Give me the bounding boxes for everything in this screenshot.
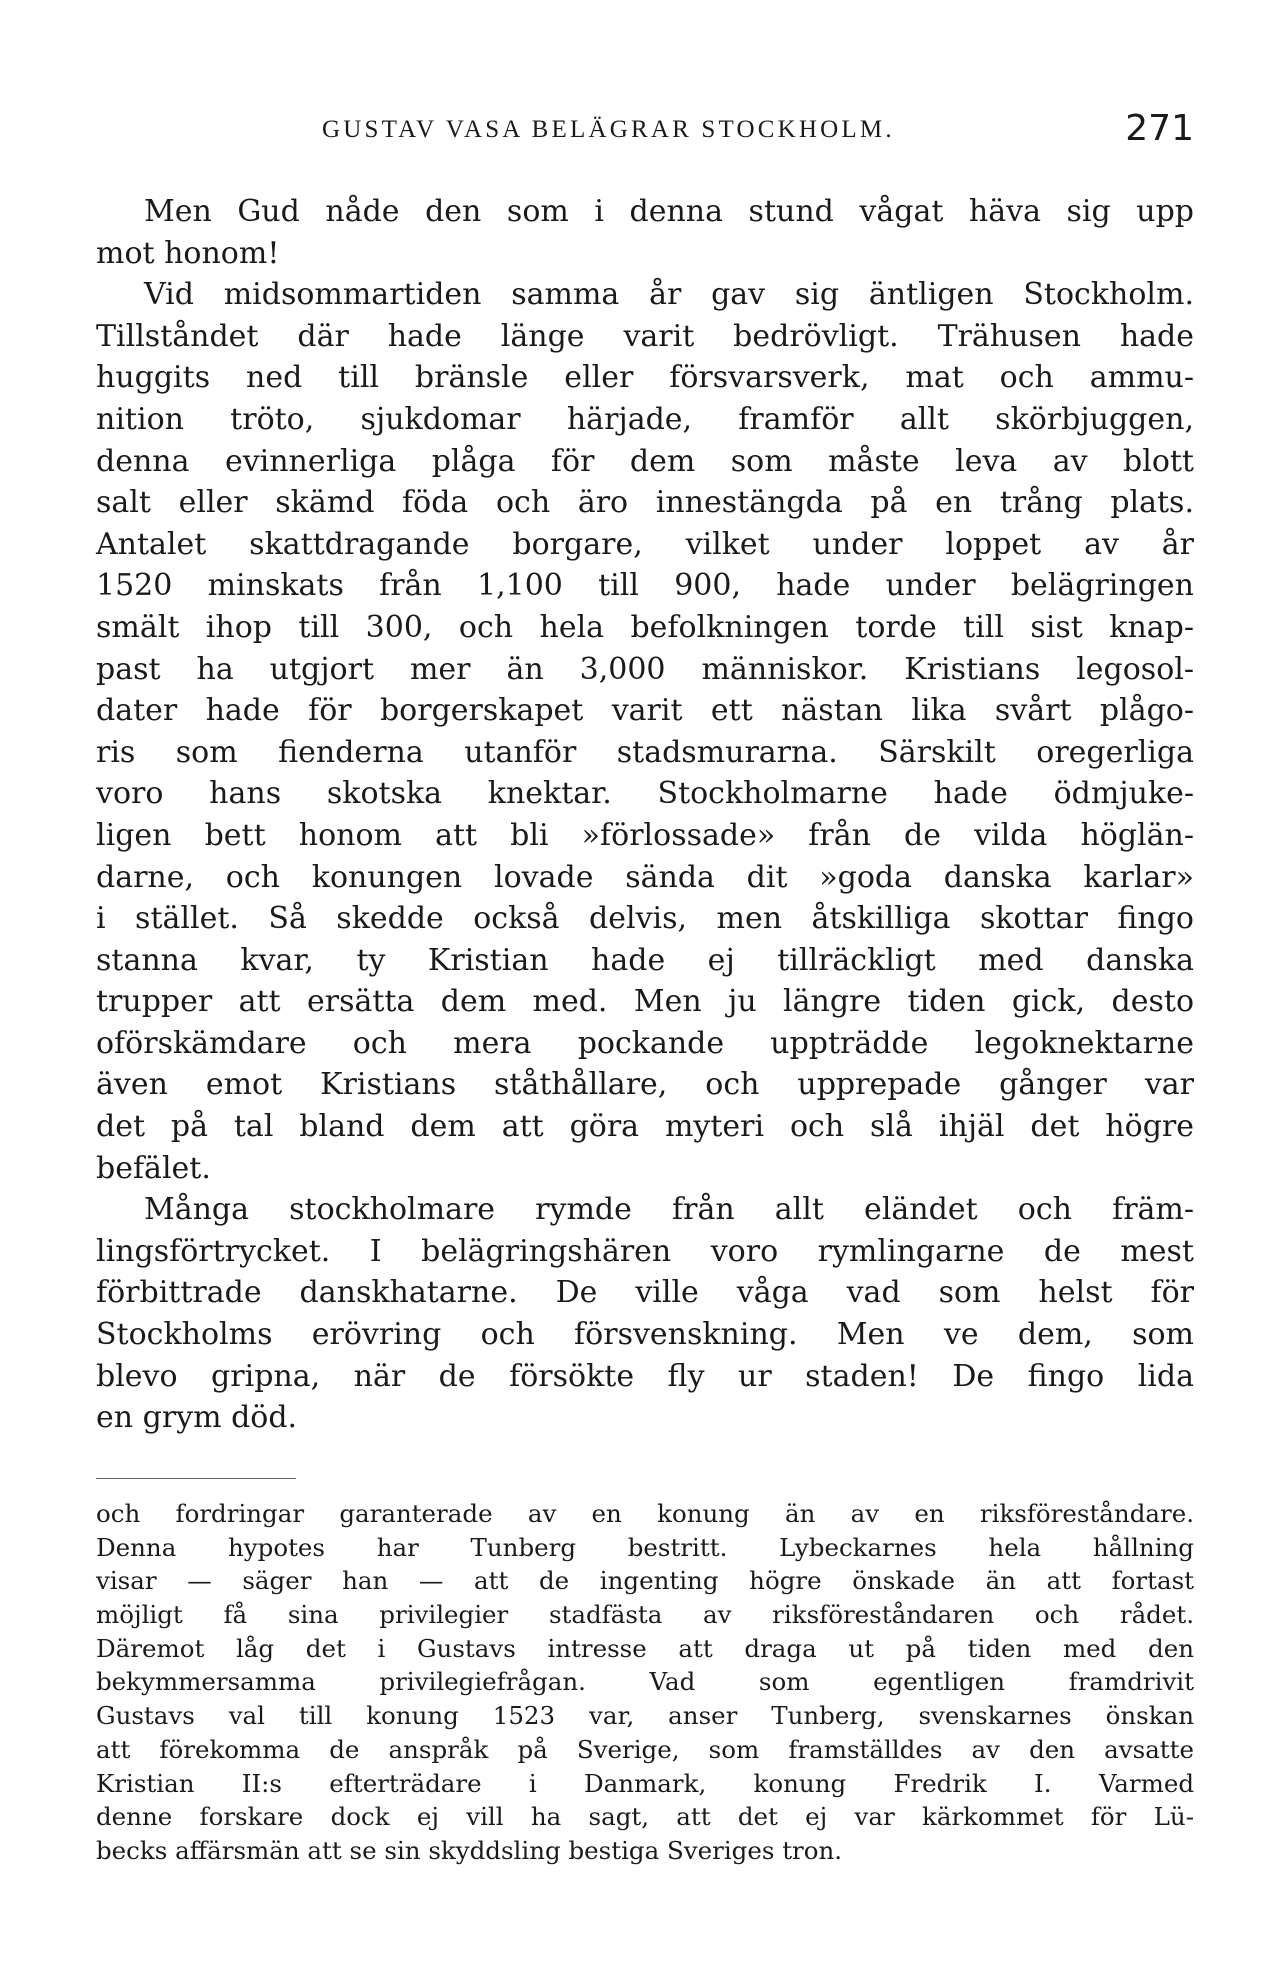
text-line: oförskämdare och mera pockande uppträdde legoknektarne (96, 1025, 1194, 1061)
text-line: dater hade för borgerskapet varit ett nästan lika svårt plågo- (96, 693, 1194, 729)
footnote-line: och fordringar garanterade av en konung än av en riksföreståndare. (96, 1499, 1194, 1528)
footnote-line: Kristian II:s efterträdare i Danmark, konung Fredrik I. Varmed (96, 1768, 1194, 1798)
text-line: nition tröto, sjukdomar härjade, framför allt skörbjuggen, (96, 401, 1194, 437)
text-line: denna evinnerliga plåga för dem som måste leva av blott (96, 443, 1194, 479)
main-text (96, 191, 1194, 1439)
text-line: salt eller skämd föda och äro innestängda på en trång plats. (96, 485, 1194, 521)
footnote-line: möjligt få sina privilegier stadfästa av riksföreståndaren och rådet. (96, 1600, 1194, 1630)
text-line: ris som fienderna utanför stadsmurarna. Särskilt oregerliga (96, 734, 1194, 770)
text-line: past ha utgjort mer än 3,000 människor. Kristians legosol- (96, 651, 1194, 687)
text-line: befälet. (96, 1150, 211, 1186)
footnote-line: denne forskare dock ej vill ha sagt, att det ej var kärkommet för Lü- (96, 1802, 1194, 1832)
text-line: Tillståndet där hade länge varit bedrövligt. Trähusen hade (96, 318, 1194, 354)
text-line: Många stockholmare rymde från allt eländet och främ- (144, 1192, 1194, 1228)
footnote (96, 1497, 1194, 1868)
running-head: GUSTAV VASA BELÄGRAR STOCKHOLM. (322, 116, 895, 143)
text-line: mot honom! (96, 235, 280, 271)
text-line: Vid midsommartiden samma år gav sig äntligen Stockholm. (144, 277, 1194, 313)
footnote-line: Däremot låg det i Gustavs intresse att draga ut på tiden med den (96, 1633, 1194, 1663)
text-line: darne, och konungen lovade sända dit »goda danska karlar» (96, 859, 1194, 895)
text-line: lingsförtrycket. I belägringshären voro rymlingarne de mest (96, 1233, 1194, 1269)
text-line: trupper att ersätta dem med. Men ju längre tiden gick, desto (96, 984, 1194, 1020)
footnote-line: becks affärsmän att se sin skyddsling bestiga Sveriges tron. (96, 1835, 843, 1865)
text-line: smält ihop till 300, och hela befolkningen torde till sist knap- (96, 609, 1194, 645)
text-line: ligen bett honom att bli »förlossade» från de vilda höglän- (96, 817, 1194, 853)
page-header (322, 108, 1194, 158)
text-line: det på tal bland dem att göra myteri och slå ihjäl det högre (96, 1109, 1194, 1145)
footnote-line: att förekomma de anspråk på Sverige, som framställdes av den avsatte (96, 1734, 1194, 1764)
text-line: voro hans skotska knektar. Stockholmarne hade ödmjuke- (96, 776, 1194, 812)
footnote-line: visar — säger han — att de ingenting högre önskade än att fortast (96, 1566, 1194, 1596)
text-line: förbittrade danskhatarne. De ville våga vad som helst för (96, 1275, 1194, 1311)
footnote-line: bekymmersamma privilegiefrågan. Vad som egentligen framdrivit (96, 1667, 1194, 1697)
text-line: stanna kvar, ty Kristian hade ej tillräckligt med danska (96, 942, 1194, 978)
text-line: 1520 minskats från 1,100 till 900, hade under belägringen (96, 568, 1194, 604)
footnote-divider (96, 1478, 296, 1479)
text-line: huggits ned till bränsle eller försvarsverk, mat och ammu- (96, 360, 1194, 396)
text-line: även emot Kristians ståthållare, och upprepade gånger var (96, 1067, 1194, 1103)
text-line: Antalet skattdragande borgare, vilket under loppet av år (96, 526, 1194, 562)
page-number: 271 (1125, 108, 1194, 149)
text-line: i stället. Så skedde också delvis, men åtskilliga skottar fingo (96, 901, 1194, 937)
text-line: Men Gud nåde den som i denna stund vågat häva sig upp (144, 194, 1194, 229)
text-line: blevo gripna, när de försökte fly ur staden! De fingo lida (96, 1358, 1194, 1394)
footnote-line: Denna hypotes har Tunberg bestritt. Lybeckarnes hela hållning (96, 1532, 1194, 1562)
footnote-line: Gustavs val till konung 1523 var, anser Tunberg, svenskarnes önskan (96, 1701, 1194, 1731)
text-line: Stockholms erövring och försvenskning. Men ve dem, som (96, 1317, 1194, 1353)
text-line: en grym död. (96, 1400, 298, 1436)
